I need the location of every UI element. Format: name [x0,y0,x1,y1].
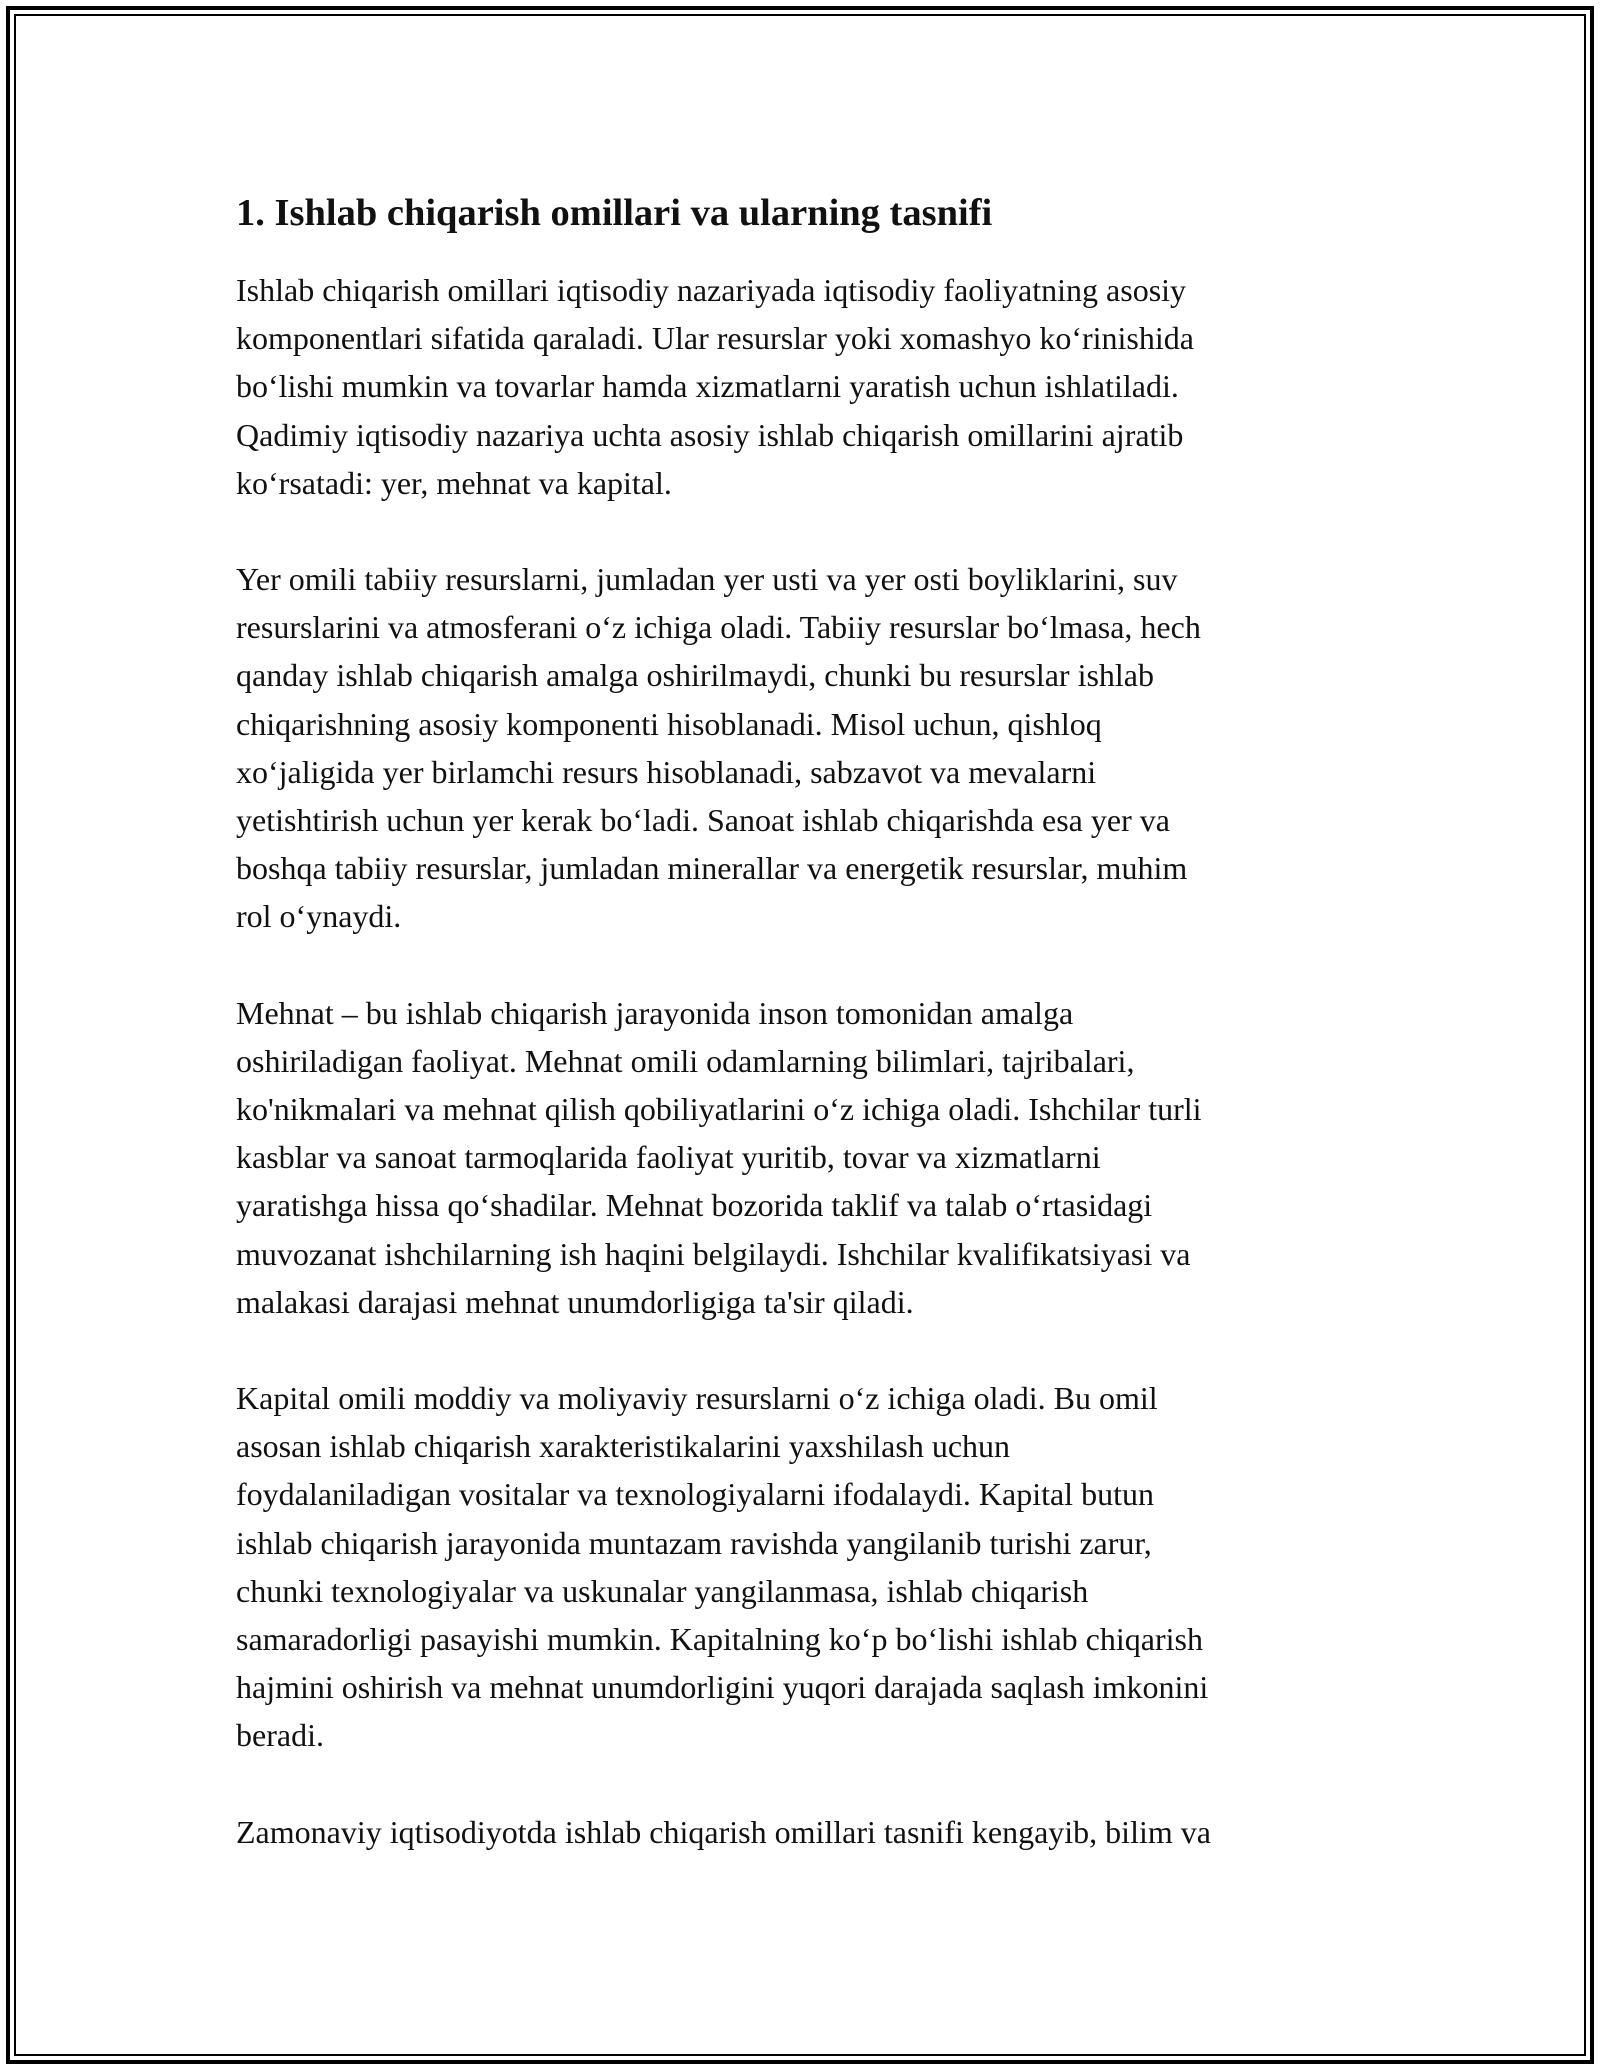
text-line: chunki texnologiyalar va uskunalar yangilanmasa, ishlab chiqarish [236,1572,1089,1609]
text-line: Ishlab chiqarish omillari iqtisodiy nazariyada iqtisodiy faoliyatning asosiy [236,272,1187,308]
text-line: foydalaniladigan vositalar va texnologiyalarni ifodalaydi. Kapital butun [236,1476,1154,1513]
text-line: qanday ishlab chiqarish amalga oshirilmaydi, chunki bu resurslar ishlab [236,657,1154,694]
text-line: Mehnat – bu ishlab chiqarish jarayonida inson tomonidan amalga [236,994,1074,1031]
text-line: rol o‘ynaydi. [236,898,402,935]
text-line: samaradorligi pasayishi mumkin. Kapitalning ko‘p bo‘lishi ishlab chiqarish [236,1621,1203,1658]
text-line: bo‘lishi mumkin va tovarlar hamda xizmatlarni yaratish uchun ishlatiladi. [236,368,1179,405]
text-line: chiqarishning asosiy komponenti hisoblanadi. Misol uchun, qishloq [236,705,1102,742]
text-line: ko'nikmalari va mehnat qilish qobiliyatlarini o‘z ichiga oladi. Ishchilar turli [236,1091,1202,1128]
document-body [236,186,1366,1904]
paragraph-intro [236,266,1366,507]
text-line: Kapital omili moddiy va moliyaviy resurslarni o‘z ichiga oladi. Bu omil [236,1380,1158,1417]
paragraph-capital [236,1374,1366,1760]
text-line: oshiriladigan faoliyat. Mehnat omili odamlarning bilimlari, tajribalari, [236,1042,1135,1079]
text-line: malakasi darajasi mehnat unumdorligiga ta'sir qiladi. [236,1283,914,1320]
text-line: yetishtirish uchun yer kerak bo‘ladi. Sanoat ishlab chiqarishda esa yer va [236,802,1170,839]
text-line: kasblar va sanoat tarmoqlarida faoliyat yuritib, tovar va xizmatlarni [236,1139,1101,1176]
text-line: ishlab chiqarish jarayonida muntazam ravishda yangilanib turishi zarur, [236,1524,1152,1561]
text-line: Zamonaviy iqtisodiyotda ishlab chiqarish omillari tasnifi kengayib, bilim va [236,1813,1211,1850]
paragraph-labor [236,989,1366,1326]
text-line: muvozanat ishchilarning ish haqini belgilaydi. Ishchilar kvalifikatsiyasi va [236,1235,1191,1272]
text-line: komponentlari sifatida qaraladi. Ular resurslar yoki xomashyo ko‘rinishida [236,320,1194,357]
text-line: hajmini oshirish va mehnat unumdorligini yuqori darajada saqlash imkonini [236,1669,1209,1706]
text-line: asosan ishlab chiqarish xarakteristikalarini yaxshilash uchun [236,1428,1011,1465]
text-line: Yer omili tabiiy resurslarni, jumladan yer usti va yer osti boyliklarini, suv [236,561,1178,598]
paragraph-modern [236,1808,1366,1856]
section-heading: 1. Ishlab chiqarish omillari va ularning tasnifi [236,192,993,234]
text-line: ko‘rsatadi: yer, mehnat va kapital. [236,464,672,501]
text-line: boshqa tabiiy resurslar, jumladan minerallar va energetik resurslar, muhim [236,850,1188,887]
paragraph-land [236,555,1366,941]
text-line: xo‘jaligida yer birlamchi resurs hisoblanadi, sabzavot va mevalarni [236,753,1097,790]
text-line: resurslarini va atmosferani o‘z ichiga oladi. Tabiiy resurslar bo‘lmasa, hech [236,609,1201,646]
text-line: Qadimiy iqtisodiy nazariya uchta asosiy ishlab chiqarish omillarini ajratib [236,416,1184,453]
text-line: yaratishga hissa qo‘shadilar. Mehnat bozorida taklif va talab o‘rtasidagi [236,1187,1153,1224]
text-line: beradi. [236,1717,324,1754]
